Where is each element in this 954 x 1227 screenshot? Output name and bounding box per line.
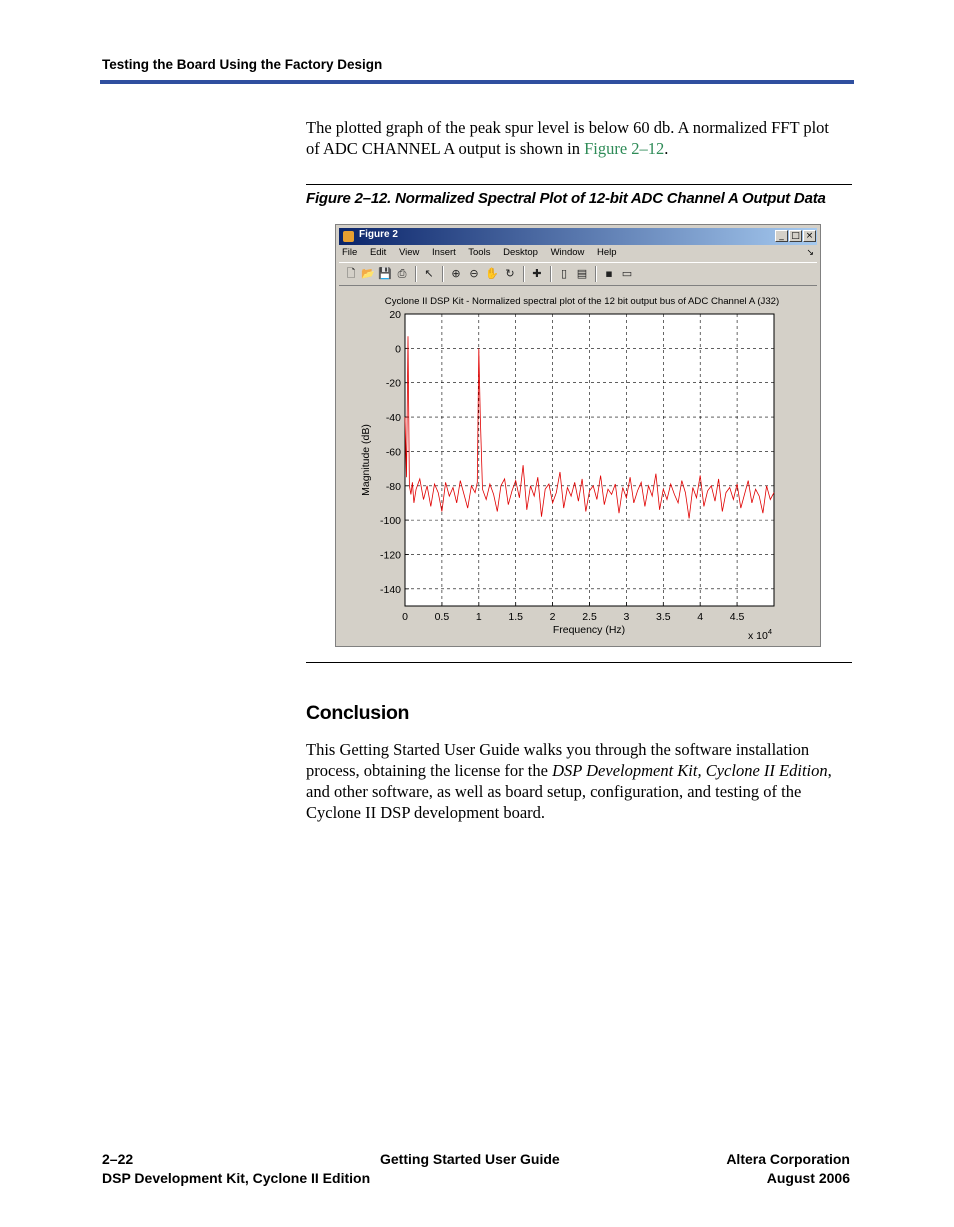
hide-tools-icon[interactable]: ▪	[605, 267, 613, 280]
intro-paragraph	[306, 117, 846, 159]
x-tick-label: 1	[475, 611, 482, 623]
legend-icon[interactable]: ▤	[576, 267, 588, 280]
header-rule	[100, 80, 854, 84]
save-icon[interactable]: 💾	[378, 267, 392, 280]
pointer-arrow-icon[interactable]: ↖	[424, 267, 434, 280]
x-multiplier	[748, 627, 772, 642]
menu-edit[interactable]: Edit	[369, 247, 387, 258]
x-multiplier-base: x 10	[748, 630, 768, 642]
close-button[interactable]: ×	[803, 230, 816, 242]
x-multiplier-exponent: 4	[767, 627, 773, 636]
minimize-button[interactable]: _	[775, 230, 788, 242]
conclusion-text-1: This Getting Started User Guide walks you through the software installation process, obtaining the license for the	[306, 740, 810, 780]
chart-title: Cyclone II DSP Kit - Normalized spectral plot of the 12 bit output bus of ADC Channel A (J32)	[384, 296, 780, 307]
spectral-plot	[336, 225, 820, 646]
x-tick-label: 2	[549, 611, 556, 623]
intro-text: The plotted graph of the peak spur level is below 60 db. A normalized FFT plot of ADC CHANNEL A output is shown in	[306, 118, 830, 158]
section-heading: Conclusion	[306, 702, 410, 724]
new-file-icon[interactable]: 🗋	[346, 267, 356, 280]
y-tick-label: -80	[385, 480, 401, 493]
rotate-3d-icon[interactable]: ↻	[505, 267, 515, 280]
open-folder-icon[interactable]: 📂	[361, 267, 375, 280]
maximize-button[interactable]: □	[789, 230, 802, 242]
running-header: Testing the Board Using the Factory Design	[102, 57, 383, 72]
x-tick-label: 3.5	[655, 611, 671, 623]
y-tick-label: -40	[385, 412, 401, 425]
y-tick-label: -100	[379, 515, 401, 528]
zoom-out-icon[interactable]: ⊖	[469, 267, 479, 280]
menu-insert[interactable]: Insert	[432, 247, 456, 258]
x-tick-label: 4.5	[729, 611, 745, 623]
y-tick-label: -20	[385, 377, 401, 390]
footer-guide-title: Getting Started User Guide	[380, 1151, 560, 1167]
conclusion-paragraph	[306, 739, 851, 823]
show-tools-icon[interactable]: ▭	[621, 267, 633, 280]
footer-company: Altera Corporation	[726, 1151, 850, 1167]
x-axis-label: Frequency (Hz)	[552, 624, 626, 636]
footer-page-number: 2–22	[102, 1151, 134, 1167]
menu-dock-arrow-icon[interactable]: ↘	[806, 247, 814, 257]
footer-date: August 2006	[766, 1170, 850, 1186]
menu-window[interactable]: Window	[550, 247, 585, 258]
x-tick-label: 0.5	[434, 611, 450, 623]
intro-end: .	[664, 139, 669, 158]
y-tick-label: 20	[389, 309, 401, 321]
menu-tools[interactable]: Tools	[468, 247, 491, 258]
menu-file[interactable]: File	[342, 247, 358, 258]
y-axis-label: Magnitude (dB)	[360, 424, 372, 496]
footer-product: DSP Development Kit, Cyclone II Edition	[102, 1170, 371, 1186]
figure-caption: Figure 2–12. Normalized Spectral Plot of 12-bit ADC Channel A Output Data	[306, 190, 826, 207]
x-tick-label: 1.5	[508, 611, 524, 623]
pan-hand-icon[interactable]: ✋	[485, 267, 499, 280]
figure-window	[335, 224, 821, 647]
figure-link[interactable]: Figure 2–12	[584, 139, 665, 158]
menu-desktop[interactable]: Desktop	[503, 247, 538, 258]
figure-top-rule	[306, 184, 852, 185]
y-tick-label: -60	[385, 446, 401, 459]
colorbar-icon[interactable]: ▯	[560, 267, 568, 280]
y-tick-label: -120	[379, 549, 401, 562]
figure-bottom-rule	[306, 662, 852, 663]
menu-help[interactable]: Help	[597, 247, 617, 258]
conclusion-product-name: DSP Development Kit, Cyclone II Edition	[552, 761, 828, 780]
y-tick-label: -140	[379, 583, 401, 596]
window-title: Figure 2	[359, 229, 398, 240]
x-tick-label: 3	[623, 611, 630, 623]
y-tick-label: 0	[395, 343, 401, 356]
conclusion-text-2: , and other software, as well as board setup, configuration, and testing of the Cyclone II DSP development board.	[306, 761, 832, 822]
x-tick-label: 2.5	[582, 611, 597, 623]
menu-view[interactable]: View	[398, 247, 420, 258]
zoom-in-icon[interactable]: ⊕	[451, 267, 461, 280]
print-icon[interactable]: ⎙	[397, 267, 407, 280]
x-tick-label: 4	[697, 611, 704, 623]
x-tick-label: 0	[402, 611, 408, 623]
data-cursor-icon[interactable]: ✚	[532, 267, 542, 280]
